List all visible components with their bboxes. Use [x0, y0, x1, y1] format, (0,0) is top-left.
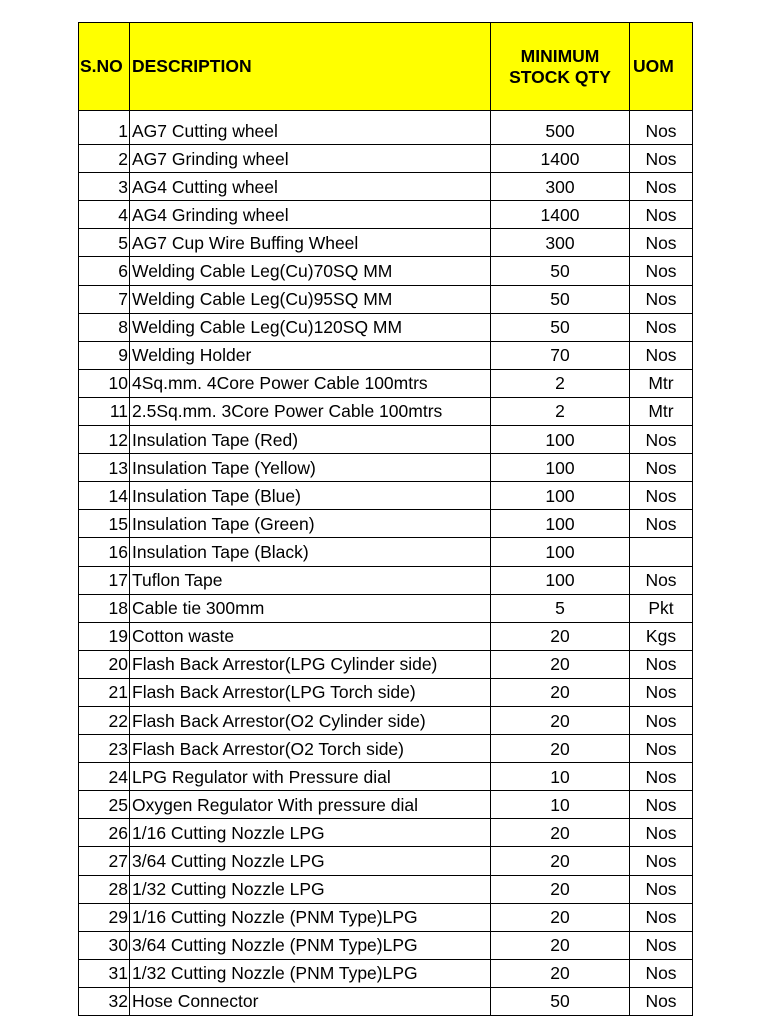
table-row — [79, 313, 693, 341]
cell-description: 4Sq.mm. 4Core Power Cable 100mtrs — [130, 369, 491, 397]
cell-uom: Nos — [630, 510, 693, 538]
cell-min-stock-qty: 100 — [491, 426, 630, 454]
cell-uom: Nos — [630, 566, 693, 594]
table-row — [79, 117, 693, 145]
table-row — [79, 594, 693, 622]
cell-uom: Nos — [630, 229, 693, 257]
cell-description: AG7 Grinding wheel — [130, 145, 491, 173]
cell-uom: Nos — [630, 482, 693, 510]
cell-sno: 3 — [79, 173, 130, 201]
cell-uom: Nos — [630, 341, 693, 369]
table-row — [79, 285, 693, 313]
cell-min-stock-qty: 500 — [491, 117, 630, 145]
header-min-stock-qty: MINIMUM STOCK QTY — [491, 23, 630, 111]
cell-sno: 13 — [79, 454, 130, 482]
table-row — [79, 875, 693, 903]
cell-uom: Nos — [630, 678, 693, 706]
cell-uom: Nos — [630, 173, 693, 201]
cell-description: AG4 Cutting wheel — [130, 173, 491, 201]
table-row — [79, 791, 693, 819]
cell-min-stock-qty: 20 — [491, 819, 630, 847]
cell-sno: 5 — [79, 229, 130, 257]
table-row — [79, 678, 693, 706]
table-row — [79, 987, 693, 1015]
table-row — [79, 959, 693, 987]
header-description: DESCRIPTION — [130, 23, 491, 111]
cell-uom: Nos — [630, 847, 693, 875]
table-row — [79, 397, 693, 425]
cell-sno: 10 — [79, 369, 130, 397]
cell-description: AG4 Grinding wheel — [130, 201, 491, 229]
cell-min-stock-qty: 20 — [491, 706, 630, 734]
cell-uom: Nos — [630, 285, 693, 313]
table-row — [79, 735, 693, 763]
cell-min-stock-qty: 300 — [491, 229, 630, 257]
cell-uom: Nos — [630, 791, 693, 819]
cell-uom: Nos — [630, 706, 693, 734]
cell-min-stock-qty: 100 — [491, 538, 630, 566]
cell-description: Flash Back Arrestor(LPG Cylinder side) — [130, 650, 491, 678]
table-row — [79, 173, 693, 201]
cell-min-stock-qty: 2 — [491, 397, 630, 425]
cell-sno: 21 — [79, 678, 130, 706]
cell-sno: 18 — [79, 594, 130, 622]
cell-sno: 25 — [79, 791, 130, 819]
cell-sno: 17 — [79, 566, 130, 594]
cell-min-stock-qty: 5 — [491, 594, 630, 622]
cell-sno: 24 — [79, 763, 130, 791]
table-row — [79, 510, 693, 538]
cell-sno: 11 — [79, 397, 130, 425]
table-row — [79, 482, 693, 510]
cell-description: Flash Back Arrestor(O2 Torch side) — [130, 735, 491, 763]
cell-description: 3/64 Cutting Nozzle LPG — [130, 847, 491, 875]
cell-min-stock-qty: 100 — [491, 454, 630, 482]
cell-description: Cable tie 300mm — [130, 594, 491, 622]
cell-min-stock-qty: 10 — [491, 763, 630, 791]
cell-sno: 27 — [79, 847, 130, 875]
cell-uom: Nos — [630, 763, 693, 791]
cell-uom: Nos — [630, 145, 693, 173]
cell-min-stock-qty: 50 — [491, 987, 630, 1015]
cell-sno: 19 — [79, 622, 130, 650]
table-row — [79, 145, 693, 173]
header-sno: S.NO — [79, 23, 130, 111]
cell-min-stock-qty: 50 — [491, 257, 630, 285]
table-row — [79, 706, 693, 734]
cell-sno: 14 — [79, 482, 130, 510]
cell-description: 2.5Sq.mm. 3Core Power Cable 100mtrs — [130, 397, 491, 425]
cell-uom: Nos — [630, 875, 693, 903]
cell-description: Welding Cable Leg(Cu)70SQ MM — [130, 257, 491, 285]
table-row — [79, 426, 693, 454]
cell-description: Tuflon Tape — [130, 566, 491, 594]
cell-min-stock-qty: 20 — [491, 931, 630, 959]
cell-uom: Nos — [630, 959, 693, 987]
cell-min-stock-qty: 50 — [491, 313, 630, 341]
table-row — [79, 650, 693, 678]
table-row — [79, 454, 693, 482]
cell-description: Flash Back Arrestor(O2 Cylinder side) — [130, 706, 491, 734]
cell-uom: Nos — [630, 201, 693, 229]
header-uom: UOM — [630, 23, 693, 111]
cell-min-stock-qty: 2 — [491, 369, 630, 397]
cell-sno: 31 — [79, 959, 130, 987]
cell-description: 3/64 Cutting Nozzle (PNM Type)LPG — [130, 931, 491, 959]
cell-sno: 30 — [79, 931, 130, 959]
minimum-stock-table — [78, 22, 693, 1016]
cell-sno: 15 — [79, 510, 130, 538]
cell-description: Welding Cable Leg(Cu)120SQ MM — [130, 313, 491, 341]
cell-uom: Nos — [630, 931, 693, 959]
cell-sno: 6 — [79, 257, 130, 285]
cell-min-stock-qty: 20 — [491, 875, 630, 903]
cell-description: LPG Regulator with Pressure dial — [130, 763, 491, 791]
cell-uom: Pkt — [630, 594, 693, 622]
cell-min-stock-qty: 1400 — [491, 145, 630, 173]
cell-sno: 23 — [79, 735, 130, 763]
cell-uom: Nos — [630, 454, 693, 482]
cell-description: 1/16 Cutting Nozzle (PNM Type)LPG — [130, 903, 491, 931]
cell-description: 1/32 Cutting Nozzle (PNM Type)LPG — [130, 959, 491, 987]
cell-uom: Nos — [630, 987, 693, 1015]
table-row — [79, 229, 693, 257]
cell-description: Oxygen Regulator With pressure dial — [130, 791, 491, 819]
table-row — [79, 566, 693, 594]
cell-min-stock-qty: 100 — [491, 566, 630, 594]
cell-sno: 1 — [79, 117, 130, 145]
table-row — [79, 201, 693, 229]
cell-min-stock-qty: 100 — [491, 510, 630, 538]
cell-description: Insulation Tape (Blue) — [130, 482, 491, 510]
cell-sno: 29 — [79, 903, 130, 931]
stock-table-sheet — [78, 22, 692, 1016]
cell-min-stock-qty: 1400 — [491, 201, 630, 229]
cell-uom: Kgs — [630, 622, 693, 650]
cell-min-stock-qty: 20 — [491, 678, 630, 706]
cell-min-stock-qty: 20 — [491, 959, 630, 987]
cell-sno: 20 — [79, 650, 130, 678]
cell-min-stock-qty: 20 — [491, 650, 630, 678]
cell-sno: 9 — [79, 341, 130, 369]
table-row — [79, 763, 693, 791]
cell-description: Flash Back Arrestor(LPG Torch side) — [130, 678, 491, 706]
table-row — [79, 903, 693, 931]
cell-sno: 26 — [79, 819, 130, 847]
table-row — [79, 622, 693, 650]
cell-min-stock-qty: 10 — [491, 791, 630, 819]
cell-description: Insulation Tape (Black) — [130, 538, 491, 566]
cell-sno: 7 — [79, 285, 130, 313]
cell-sno: 32 — [79, 987, 130, 1015]
cell-description: Insulation Tape (Green) — [130, 510, 491, 538]
cell-uom: Nos — [630, 117, 693, 145]
table-row — [79, 257, 693, 285]
cell-min-stock-qty: 20 — [491, 622, 630, 650]
cell-uom: Nos — [630, 735, 693, 763]
cell-sno: 12 — [79, 426, 130, 454]
cell-sno: 2 — [79, 145, 130, 173]
cell-description: Insulation Tape (Red) — [130, 426, 491, 454]
cell-min-stock-qty: 20 — [491, 847, 630, 875]
cell-uom: Mtr — [630, 369, 693, 397]
cell-min-stock-qty: 20 — [491, 903, 630, 931]
table-row — [79, 341, 693, 369]
cell-min-stock-qty: 300 — [491, 173, 630, 201]
cell-sno: 8 — [79, 313, 130, 341]
cell-uom: Nos — [630, 819, 693, 847]
cell-description: Hose Connector — [130, 987, 491, 1015]
table-row — [79, 931, 693, 959]
cell-sno: 4 — [79, 201, 130, 229]
cell-description: 1/16 Cutting Nozzle LPG — [130, 819, 491, 847]
table-row — [79, 847, 693, 875]
cell-min-stock-qty: 100 — [491, 482, 630, 510]
cell-uom: Nos — [630, 313, 693, 341]
cell-sno: 28 — [79, 875, 130, 903]
table-header-row — [79, 23, 693, 111]
cell-min-stock-qty: 50 — [491, 285, 630, 313]
cell-description: Insulation Tape (Yellow) — [130, 454, 491, 482]
cell-description: AG7 Cup Wire Buffing Wheel — [130, 229, 491, 257]
cell-description: Welding Holder — [130, 341, 491, 369]
cell-uom: Mtr — [630, 397, 693, 425]
cell-min-stock-qty: 20 — [491, 735, 630, 763]
cell-min-stock-qty: 70 — [491, 341, 630, 369]
table-row — [79, 369, 693, 397]
cell-uom: Nos — [630, 426, 693, 454]
cell-description: 1/32 Cutting Nozzle LPG — [130, 875, 491, 903]
cell-sno: 16 — [79, 538, 130, 566]
cell-sno: 22 — [79, 706, 130, 734]
cell-uom: Nos — [630, 903, 693, 931]
cell-uom — [630, 538, 693, 566]
cell-uom: Nos — [630, 650, 693, 678]
cell-description: Cotton waste — [130, 622, 491, 650]
table-row — [79, 819, 693, 847]
cell-description: Welding Cable Leg(Cu)95SQ MM — [130, 285, 491, 313]
table-row — [79, 538, 693, 566]
cell-description: AG7 Cutting wheel — [130, 117, 491, 145]
cell-uom: Nos — [630, 257, 693, 285]
